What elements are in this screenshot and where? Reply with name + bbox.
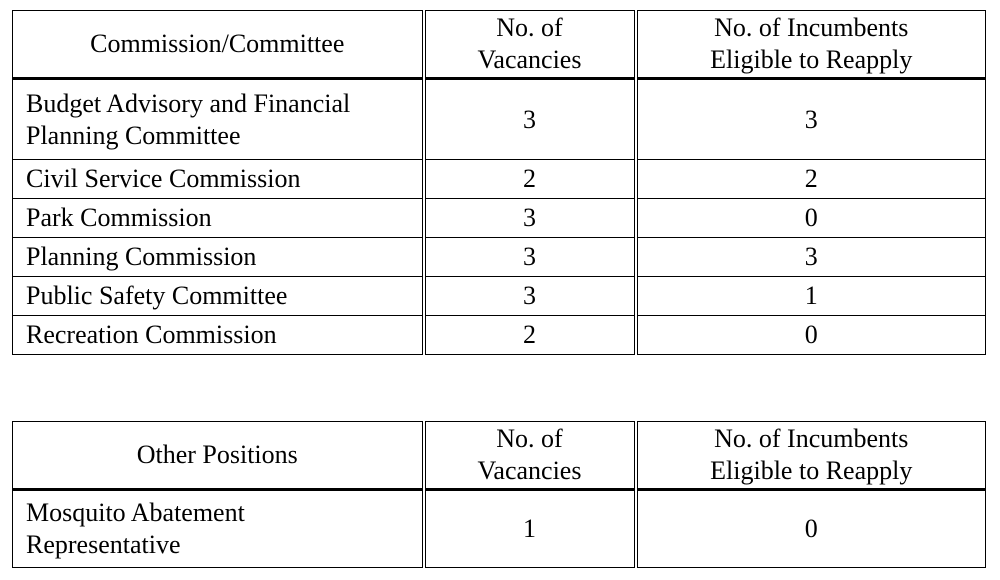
table-row <box>13 79 986 160</box>
table-row <box>13 316 986 355</box>
committee-name-cell: Park Commission <box>13 199 424 238</box>
table-row <box>13 490 986 568</box>
header-line: No. of <box>496 424 563 453</box>
incumbents-cell: 3 <box>636 79 986 160</box>
vacancies-cell: 3 <box>424 79 636 160</box>
incumbents-cell: 0 <box>636 490 986 568</box>
committee-name-cell: Civil Service Commission <box>13 160 424 199</box>
committee-name-cell: Recreation Commission <box>13 316 424 355</box>
committee-name-cell <box>13 79 424 160</box>
header-line: No. of Incumbents <box>714 424 909 453</box>
header-line: Vacancies <box>477 45 582 74</box>
column-header-vacancies <box>424 11 636 79</box>
table-header-row <box>13 11 986 79</box>
incumbents-cell: 2 <box>636 160 986 199</box>
committees-table <box>12 10 986 355</box>
header-line: No. of Incumbents <box>714 13 909 42</box>
column-header-incumbents <box>636 422 986 490</box>
header-line: Eligible to Reapply <box>710 45 913 74</box>
column-header-name: Commission/Committee <box>13 11 424 79</box>
position-name-cell <box>13 490 424 568</box>
committee-name-cell: Public Safety Committee <box>13 277 424 316</box>
incumbents-cell: 0 <box>636 316 986 355</box>
table-row <box>13 199 986 238</box>
table-row <box>13 238 986 277</box>
position-name-line: Mosquito Abatement <box>26 498 245 527</box>
committee-name-line: Planning Committee <box>26 120 241 150</box>
position-name-line: Representative <box>26 530 181 559</box>
header-line: No. of <box>496 13 563 42</box>
table-row <box>13 277 986 316</box>
header-line: Vacancies <box>477 456 582 485</box>
vacancies-cell: 1 <box>424 490 636 568</box>
column-header-vacancies <box>424 422 636 490</box>
header-line: Eligible to Reapply <box>710 456 913 485</box>
incumbents-cell: 1 <box>636 277 986 316</box>
vacancies-cell: 3 <box>424 238 636 277</box>
incumbents-cell: 3 <box>636 238 986 277</box>
vacancies-cell: 3 <box>424 199 636 238</box>
column-header-incumbents <box>636 11 986 79</box>
table-header-row <box>13 422 986 490</box>
committee-name-cell: Planning Commission <box>13 238 424 277</box>
incumbents-cell: 0 <box>636 199 986 238</box>
vacancies-cell: 2 <box>424 160 636 199</box>
vacancies-cell: 2 <box>424 316 636 355</box>
other-positions-table <box>12 421 986 568</box>
committee-name-line: Budget Advisory and Financial <box>26 88 351 118</box>
table-row <box>13 160 986 199</box>
vacancies-cell: 3 <box>424 277 636 316</box>
column-header-name: Other Positions <box>13 422 424 490</box>
